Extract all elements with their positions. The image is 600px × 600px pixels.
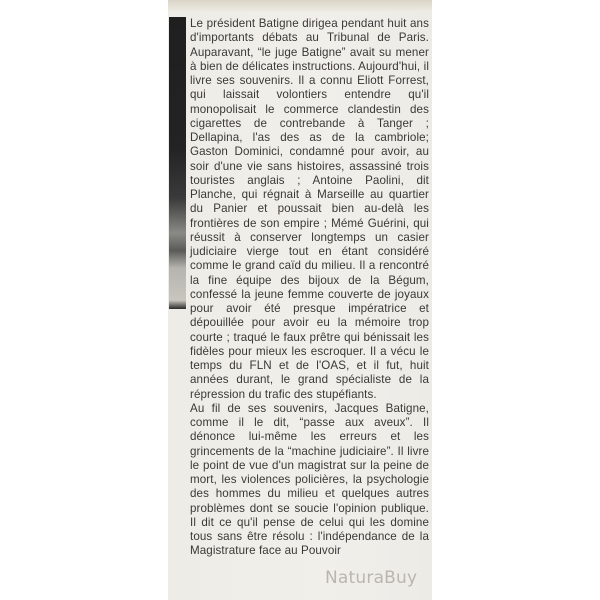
cover-top-edge (168, 0, 432, 12)
book-back-cover (168, 0, 432, 600)
naturabuy-watermark: NaturaBuy (325, 568, 418, 588)
blurb-paragraph-2: Au fil de ses souvenirs, Jacques Batigne, comme il le dit, “passe aux aveux”. Il dénonce lui-même les erreurs et les grincements de la “machine judiciaire”. Il livre le point de vue d'un magistrat sur la peine de mort, les violences policières, la psychologie des hommes du milieu et quelques autres problèmes dont se soucie l'opinion publique. Il dit ce qu'il pense de celui qui les domine tous sans être résolu : l'indépendance de la Magistrature face au Pouvoir (190, 401, 429, 558)
blurb-paragraph-1: Le président Batigne dirigea pendant huit ans d'importants débats au Tribunal de Paris. Auparavant, “le juge Batigne” avait su mener à bien de délicates instructions. Aujourd'hui, il livre ses souvenirs. Il a connu Eliott Forrest, qui laissait volontiers entendre qu'il monopolisait le commerce clandestin des cigarettes de contrebande à Tanger ; Dellapina, l'as des as de la cambriole; Gaston Dominici, condamné pour avoir, au soir d'une vie sans histoires, assassiné trois touristes anglais ; Antoine Paolini, dit Planche, qui régnait à Marseille au quartier du Panier et poussait bien au-delà les frontières de son empire ; Mémé Guérini, qui réussit à conserver longtemps un casier judiciaire vierge tout en étant considéré comme le grand caïd du milieu. Il a rencontré la fine équipe des bijoux de la Bégum, confessé la jeune femme couverte de joyaux pour avoir été presque impératrice et dépouillée pour avoir eu la mémoire trop courte ; traqué le faux prêtre qui bénissait les fidèles pour mieux les escroquer. Il a vécu le temps du FLN et de l'OAS, et il fut, huit années durant, le grand spécialiste de la répression du trafic des stupéfiants. (190, 17, 429, 401)
cover-photo-strip (169, 17, 186, 309)
blurb-text (190, 17, 429, 559)
